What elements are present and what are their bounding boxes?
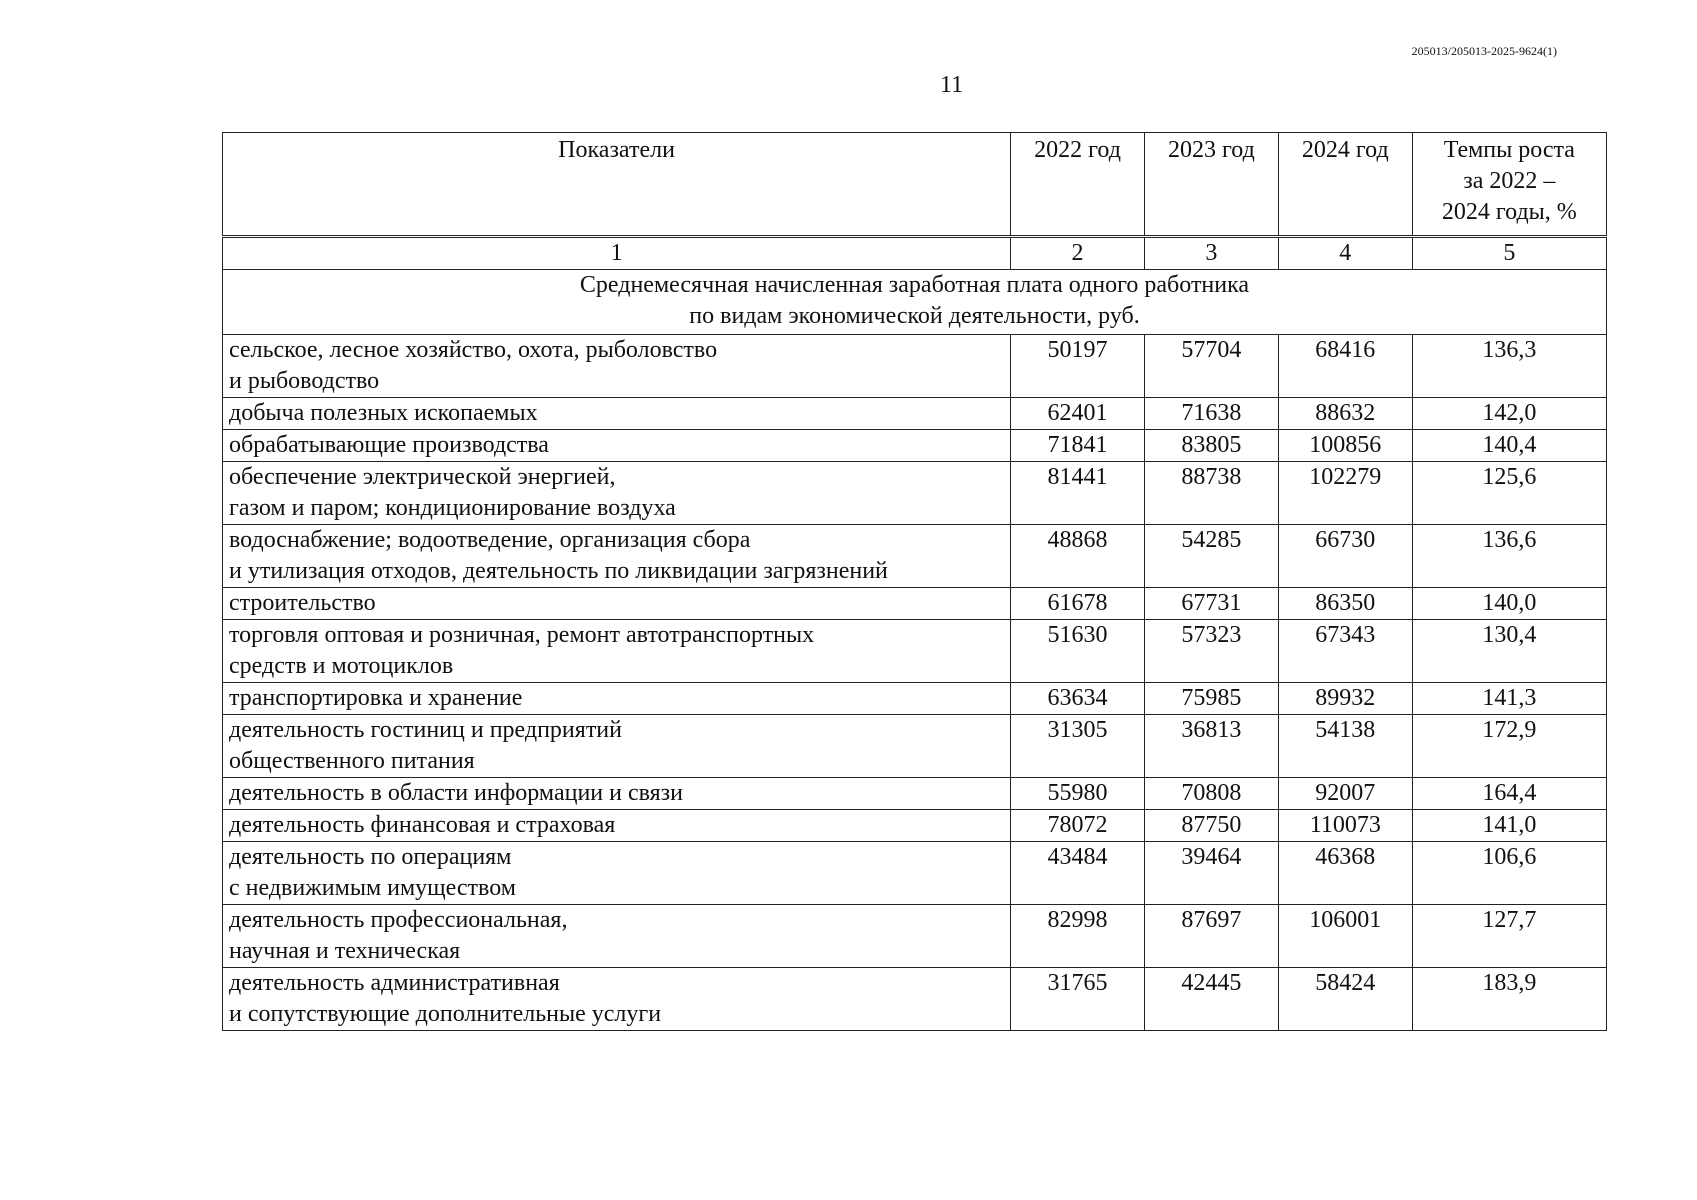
row-label [223, 968, 1011, 1031]
value-2022: 78072 [1011, 810, 1145, 842]
value-2022: 61678 [1011, 588, 1145, 620]
table-body [223, 237, 1607, 1031]
value-2024: 102279 [1278, 462, 1412, 525]
row-label-line: добыча полезных ископаемых [229, 400, 538, 426]
value-2022: 63634 [1011, 683, 1145, 715]
value-2024: 66730 [1278, 525, 1412, 588]
growth-rate: 183,9 [1412, 968, 1606, 1031]
value-2023: 42445 [1144, 968, 1278, 1031]
table-row [223, 905, 1607, 968]
growth-rate: 141,0 [1412, 810, 1606, 842]
row-label-line: и утилизация отходов, деятельность по ликвидации загрязнений [229, 558, 888, 584]
row-label [223, 715, 1011, 778]
value-2024: 58424 [1278, 968, 1412, 1031]
row-label-line: деятельность по операциям [229, 844, 512, 870]
value-2022: 48868 [1011, 525, 1145, 588]
growth-rate: 141,3 [1412, 683, 1606, 715]
growth-rate: 140,0 [1412, 588, 1606, 620]
value-2024: 88632 [1278, 398, 1412, 430]
value-2023: 54285 [1144, 525, 1278, 588]
table-row [223, 842, 1607, 905]
row-label [223, 620, 1011, 683]
row-label-line: водоснабжение; водоотведение, организация сбора [229, 527, 751, 553]
wage-statistics-table [222, 132, 1607, 1031]
value-2023: 87697 [1144, 905, 1278, 968]
row-label-line: деятельность в области информации и связи [229, 780, 684, 806]
column-number-row [223, 237, 1607, 270]
table-row [223, 335, 1607, 398]
row-label [223, 588, 1011, 620]
table-row [223, 715, 1607, 778]
value-2022: 62401 [1011, 398, 1145, 430]
row-label-line: строительство [229, 590, 376, 616]
row-label [223, 810, 1011, 842]
value-2023: 67731 [1144, 588, 1278, 620]
section-title-row [223, 270, 1607, 335]
row-label-line: и рыбоводство [229, 368, 380, 394]
value-2024: 46368 [1278, 842, 1412, 905]
section-title-line: по видам экономической деятельности, руб. [689, 303, 1140, 329]
value-2024: 86350 [1278, 588, 1412, 620]
row-label-line: научная и техническая [229, 938, 461, 964]
value-2023: 87750 [1144, 810, 1278, 842]
value-2023: 71638 [1144, 398, 1278, 430]
table-row [223, 620, 1607, 683]
row-label [223, 842, 1011, 905]
column-number: 5 [1412, 237, 1606, 270]
header-2023: 2023 год [1144, 133, 1278, 237]
growth-rate: 130,4 [1412, 620, 1606, 683]
value-2024: 106001 [1278, 905, 1412, 968]
value-2023: 70808 [1144, 778, 1278, 810]
value-2022: 55980 [1011, 778, 1145, 810]
column-number: 1 [223, 237, 1011, 270]
row-label-line: средств и мотоциклов [229, 653, 454, 679]
value-2022: 31305 [1011, 715, 1145, 778]
row-label-line: деятельность финансовая и страховая [229, 812, 616, 838]
value-2024: 89932 [1278, 683, 1412, 715]
row-label [223, 778, 1011, 810]
value-2023: 75985 [1144, 683, 1278, 715]
section-title [223, 270, 1607, 335]
row-label [223, 905, 1011, 968]
value-2023: 88738 [1144, 462, 1278, 525]
value-2023: 57323 [1144, 620, 1278, 683]
row-label-line: деятельность административная [229, 970, 560, 996]
header-growth-rate-line: за 2022 – [1463, 168, 1556, 194]
table-header-row [223, 133, 1607, 237]
table-row [223, 968, 1607, 1031]
header-growth-rate-line: Темпы роста [1443, 137, 1575, 163]
table-row [223, 810, 1607, 842]
growth-rate: 142,0 [1412, 398, 1606, 430]
row-label-line: деятельность профессиональная, [229, 907, 568, 933]
value-2022: 82998 [1011, 905, 1145, 968]
value-2022: 43484 [1011, 842, 1145, 905]
row-label-line: обеспечение электрической энергией, [229, 464, 616, 490]
header-growth-rate [1412, 133, 1606, 237]
growth-rate: 140,4 [1412, 430, 1606, 462]
value-2024: 54138 [1278, 715, 1412, 778]
growth-rate: 106,6 [1412, 842, 1606, 905]
row-label [223, 525, 1011, 588]
growth-rate: 127,7 [1412, 905, 1606, 968]
value-2024: 68416 [1278, 335, 1412, 398]
value-2024: 100856 [1278, 430, 1412, 462]
row-label [223, 335, 1011, 398]
growth-rate: 164,4 [1412, 778, 1606, 810]
row-label-line: общественного питания [229, 748, 475, 774]
growth-rate: 136,3 [1412, 335, 1606, 398]
table-row [223, 398, 1607, 430]
column-number: 4 [1278, 237, 1412, 270]
value-2022: 50197 [1011, 335, 1145, 398]
table-row [223, 588, 1607, 620]
row-label [223, 430, 1011, 462]
value-2024: 110073 [1278, 810, 1412, 842]
value-2022: 31765 [1011, 968, 1145, 1031]
header-2022: 2022 год [1011, 133, 1145, 237]
table-row [223, 525, 1607, 588]
row-label-line: и сопутствующие дополнительные услуги [229, 1001, 662, 1027]
row-label [223, 683, 1011, 715]
value-2024: 67343 [1278, 620, 1412, 683]
value-2023: 39464 [1144, 842, 1278, 905]
row-label-line: транспортировка и хранение [229, 685, 523, 711]
page-number: 11 [940, 72, 964, 98]
header-indicators: Показатели [223, 133, 1011, 237]
row-label [223, 462, 1011, 525]
row-label-line: торговля оптовая и розничная, ремонт автотранспортных [229, 622, 815, 648]
table-row [223, 778, 1607, 810]
value-2023: 36813 [1144, 715, 1278, 778]
table-row [223, 683, 1607, 715]
value-2022: 81441 [1011, 462, 1145, 525]
value-2023: 83805 [1144, 430, 1278, 462]
table-row [223, 430, 1607, 462]
value-2024: 92007 [1278, 778, 1412, 810]
header-2024: 2024 год [1278, 133, 1412, 237]
table-row [223, 462, 1607, 525]
row-label-line: газом и паром; кондиционирование воздуха [229, 495, 676, 521]
row-label-line: деятельность гостиниц и предприятий [229, 717, 622, 743]
section-title-line: Среднемесячная начисленная заработная плата одного работника [579, 272, 1250, 298]
row-label-line: обрабатывающие производства [229, 432, 549, 458]
header-growth-rate-line: 2024 годы, % [1441, 199, 1577, 225]
document-id: 205013/205013-2025-9624(1) [1411, 44, 1557, 58]
row-label-line: сельское, лесное хозяйство, охота, рыболовство [229, 337, 718, 363]
row-label-line: с недвижимым имуществом [229, 875, 516, 901]
value-2022: 71841 [1011, 430, 1145, 462]
column-number: 3 [1144, 237, 1278, 270]
column-number: 2 [1011, 237, 1145, 270]
growth-rate: 172,9 [1412, 715, 1606, 778]
value-2023: 57704 [1144, 335, 1278, 398]
value-2022: 51630 [1011, 620, 1145, 683]
row-label [223, 398, 1011, 430]
growth-rate: 125,6 [1412, 462, 1606, 525]
growth-rate: 136,6 [1412, 525, 1606, 588]
